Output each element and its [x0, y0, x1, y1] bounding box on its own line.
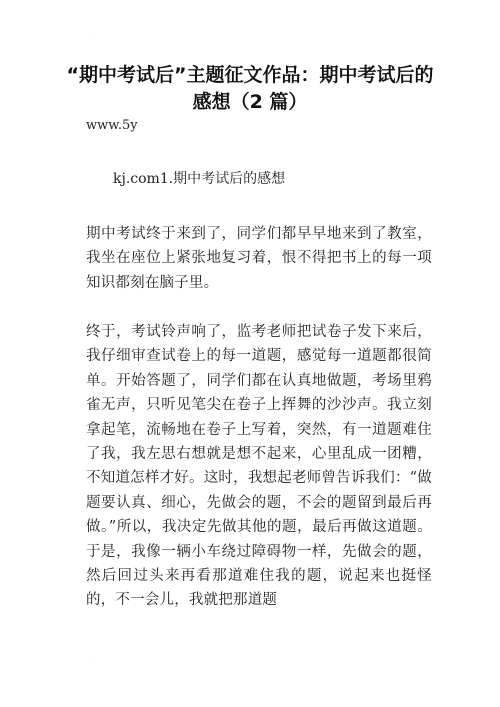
- section-heading: kj.com1.期中考试后的感想: [113, 171, 286, 187]
- page-corner-mark-top: ·: [93, 34, 95, 41]
- paragraph-1: 期中考试终于来到了，同学们都早早地来到了教室，我坐在座位上紧张地复习着，恨不得把书上的每一项知识都刻在脑子里。: [86, 226, 432, 291]
- source-line: www.5y: [86, 118, 138, 133]
- page-corner-mark-bottom: ·: [93, 660, 95, 667]
- paragraph-2: 终于，考试铃声响了，监考老师把试卷子发下来后，我仔细审查试卷上的每一道题，感觉每一道题都很简单。开始答题了，同学们都在认真地做题，考场里鸦雀无声，只听见笔尖在卷子上挥舞的沙沙声。我立刻拿起笔，流畅地在卷子上写着，突然，有一道题难住了我，我左思右想就是想不起来，心里乱成一团糟，不知道怎样才好。这时，我想起老师曾告诉我们：“做题要认真、细心，先做会的题，不会的题留到最后再做。”所以，我决定先做其他的题，最后再做这道题。于是，我像一辆小车绕过障碍物一样，先做会的题，然后回过头来再看那道难住我的题，说起来也挺怪的，不一会儿，我就把那道题: [86, 324, 432, 609]
- document-title: “期中考试后”主题征文作品：期中考试后的感想（2 篇）: [66, 64, 434, 113]
